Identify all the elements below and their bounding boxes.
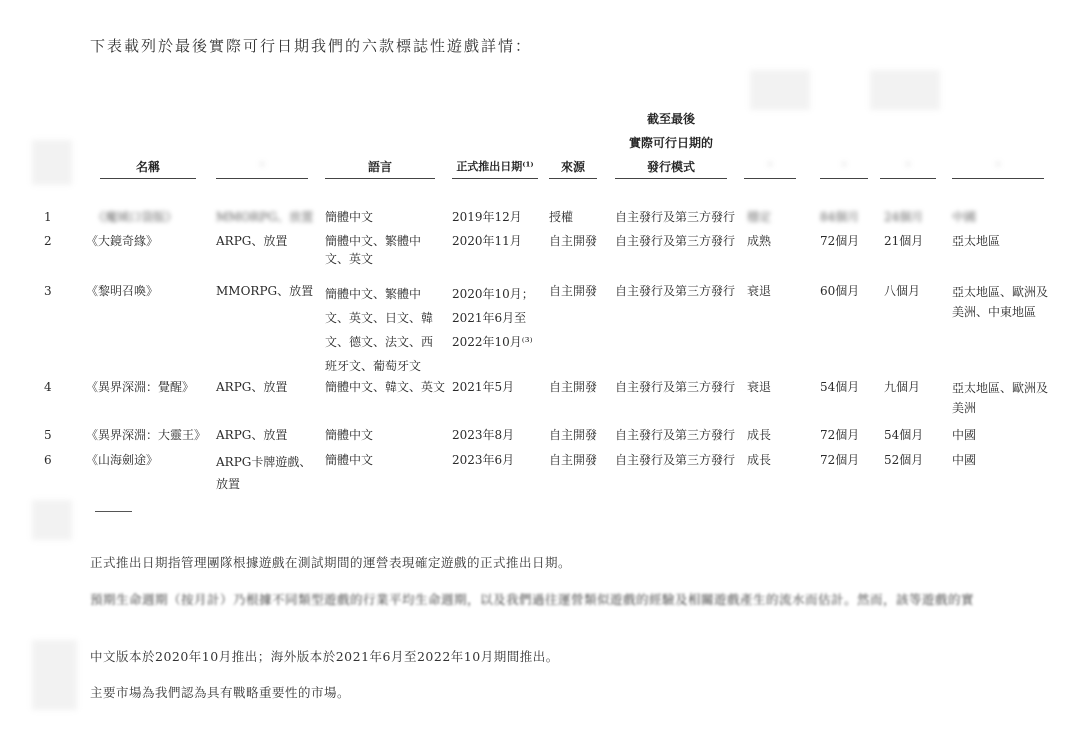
- footnote-2: 預期生命週期（按月計）乃根據不同類型遊戲的行業平均生命週期，以及我們過往運營類似遊戲的經驗及相關遊戲產生的流水而估計。然而，該等遊戲的實: [90, 592, 975, 607]
- row-number: 4: [44, 380, 52, 394]
- game-name: 《黎明召喚》: [86, 284, 159, 298]
- game-name: 《魔域口袋版》: [93, 210, 178, 224]
- game-launch-date: 2020年10月；2021年6月至2022年10月⁽³⁾: [452, 287, 534, 349]
- footnote-4: 主要市場為我們認為具有戰略重要性的市場。: [90, 685, 351, 700]
- header-lifecycle: ·: [842, 158, 846, 171]
- game-source: 自主開發: [549, 453, 598, 467]
- header-publish-mode-3: 發行模式: [646, 160, 695, 174]
- game-language: 簡體中文: [325, 210, 374, 224]
- game-publish-mode: 自主發行及第三方發行: [615, 453, 736, 467]
- blur-patch: [32, 640, 77, 710]
- game-language: 簡體中文: [325, 428, 374, 442]
- intro-text: 下表載列於最後實際可行日期我們的六款標誌性遊戲詳情：: [90, 37, 533, 55]
- blur-patch: [870, 70, 940, 110]
- game-remaining: 21個月: [884, 234, 924, 248]
- game-stage: 衰退: [747, 380, 772, 394]
- footnote-3: 中文版本於2020年10月推出；海外版本於2021年6月至2022年10月期間推出。: [90, 649, 559, 664]
- blur-patch: [750, 70, 810, 110]
- blur-patch: [32, 500, 72, 540]
- header-launch-date: 正式推出日期⁽¹⁾: [456, 160, 534, 173]
- game-remaining: 52個月: [884, 453, 924, 467]
- game-market: 中國: [952, 428, 977, 442]
- blur-patch: [32, 140, 72, 185]
- header-publish-mode-2: 實際可行日期的: [628, 136, 713, 150]
- row-number: 1: [44, 210, 52, 224]
- header-remaining: ·: [906, 158, 910, 171]
- game-remaining: 54個月: [884, 428, 924, 442]
- game-source: 自主開發: [549, 234, 598, 248]
- header-rule: [952, 178, 1044, 179]
- game-launch-date: 2021年5月: [452, 380, 515, 394]
- header-rule: [615, 178, 727, 179]
- header-rule: [820, 178, 868, 179]
- game-source: 自主開發: [549, 428, 598, 442]
- game-language: 簡體中文: [325, 453, 374, 467]
- header-name: 名稱: [135, 160, 160, 174]
- row-number: 3: [44, 284, 52, 298]
- game-genre: MMORPG、放置: [216, 284, 314, 298]
- game-stage: 衰退: [747, 284, 772, 298]
- header-stage: ·: [768, 158, 772, 171]
- game-language: 簡體中文、韓文、英文: [325, 380, 446, 394]
- game-remaining: 九個月: [884, 380, 921, 394]
- game-name: 《異界深淵：大靈王》: [86, 428, 207, 442]
- game-language: 簡體中文、繁體中文、英文: [325, 234, 422, 266]
- game-name: 《異界深淵：覺醒》: [86, 380, 195, 394]
- game-genre: ARPG、放置: [216, 380, 288, 394]
- game-stage: 穩定: [747, 210, 772, 224]
- game-publish-mode: 自主發行及第三方發行: [615, 234, 736, 248]
- header-rule: [216, 178, 308, 179]
- game-lifecycle: 60個月: [820, 284, 860, 298]
- header-source: 來源: [560, 160, 585, 174]
- game-publish-mode: 自主發行及第三方發行: [615, 284, 736, 298]
- row-number: 5: [44, 428, 52, 442]
- game-market: 中國: [952, 210, 977, 224]
- game-source: 自主開發: [549, 380, 598, 394]
- game-source: 自主開發: [549, 284, 598, 298]
- header-rule: [549, 178, 597, 179]
- game-genre: ARPG、放置: [216, 428, 288, 442]
- game-market: 亞太地區、歐洲及美洲、中東地區: [952, 285, 1049, 319]
- game-genre: ARPG、放置: [216, 234, 288, 248]
- header-rule: [880, 178, 936, 179]
- header-rule: [100, 178, 196, 179]
- game-market: 亞太地區: [952, 234, 1001, 248]
- game-stage: 成長: [747, 428, 772, 442]
- header-genre: ·: [260, 158, 264, 171]
- header-rule: [452, 178, 538, 179]
- game-lifecycle: 72個月: [820, 428, 860, 442]
- game-launch-date: 2019年12月: [452, 210, 522, 224]
- row-number: 2: [44, 234, 52, 248]
- footnote-1: 正式推出日期指管理團隊根據遊戲在測試期間的運營表現確定遊戲的正式推出日期。: [90, 555, 572, 570]
- header-publish-mode-1: 截至最後: [646, 112, 695, 126]
- game-name: 《大鏡奇緣》: [86, 234, 159, 248]
- game-lifecycle: 54個月: [820, 380, 860, 394]
- game-genre: MMORPG、放置: [216, 210, 314, 224]
- game-publish-mode: 自主發行及第三方發行: [615, 210, 736, 224]
- header-rule: [744, 178, 796, 179]
- game-remaining: 八個月: [884, 284, 921, 298]
- row-number: 6: [44, 453, 52, 467]
- footnote-separator: [95, 511, 132, 512]
- game-lifecycle: 72個月: [820, 453, 860, 467]
- game-publish-mode: 自主發行及第三方發行: [615, 428, 736, 442]
- game-lifecycle: 84個月: [820, 210, 860, 224]
- game-remaining: 24個月: [884, 210, 924, 224]
- game-source: 授權: [549, 210, 574, 224]
- game-publish-mode: 自主發行及第三方發行: [615, 380, 736, 394]
- header-market: ·: [996, 158, 1000, 171]
- game-stage: 成長: [747, 453, 772, 467]
- game-language: 簡體中文、繁體中文、英文、日文、韓文、德文、法文、西班牙文、葡萄牙文: [325, 287, 434, 373]
- game-launch-date: 2023年6月: [452, 453, 515, 467]
- header-language: 語言: [367, 160, 392, 174]
- game-market: 中國: [952, 453, 977, 467]
- game-launch-date: 2023年8月: [452, 428, 515, 442]
- game-market: 亞太地區、歐洲及美洲: [952, 381, 1049, 415]
- header-rule: [325, 178, 435, 179]
- game-name: 《山海劍途》: [86, 453, 159, 467]
- game-genre: ARPG卡牌遊戲、放置: [216, 455, 312, 491]
- game-lifecycle: 72個月: [820, 234, 860, 248]
- game-stage: 成熟: [747, 234, 772, 248]
- game-launch-date: 2020年11月: [452, 234, 522, 248]
